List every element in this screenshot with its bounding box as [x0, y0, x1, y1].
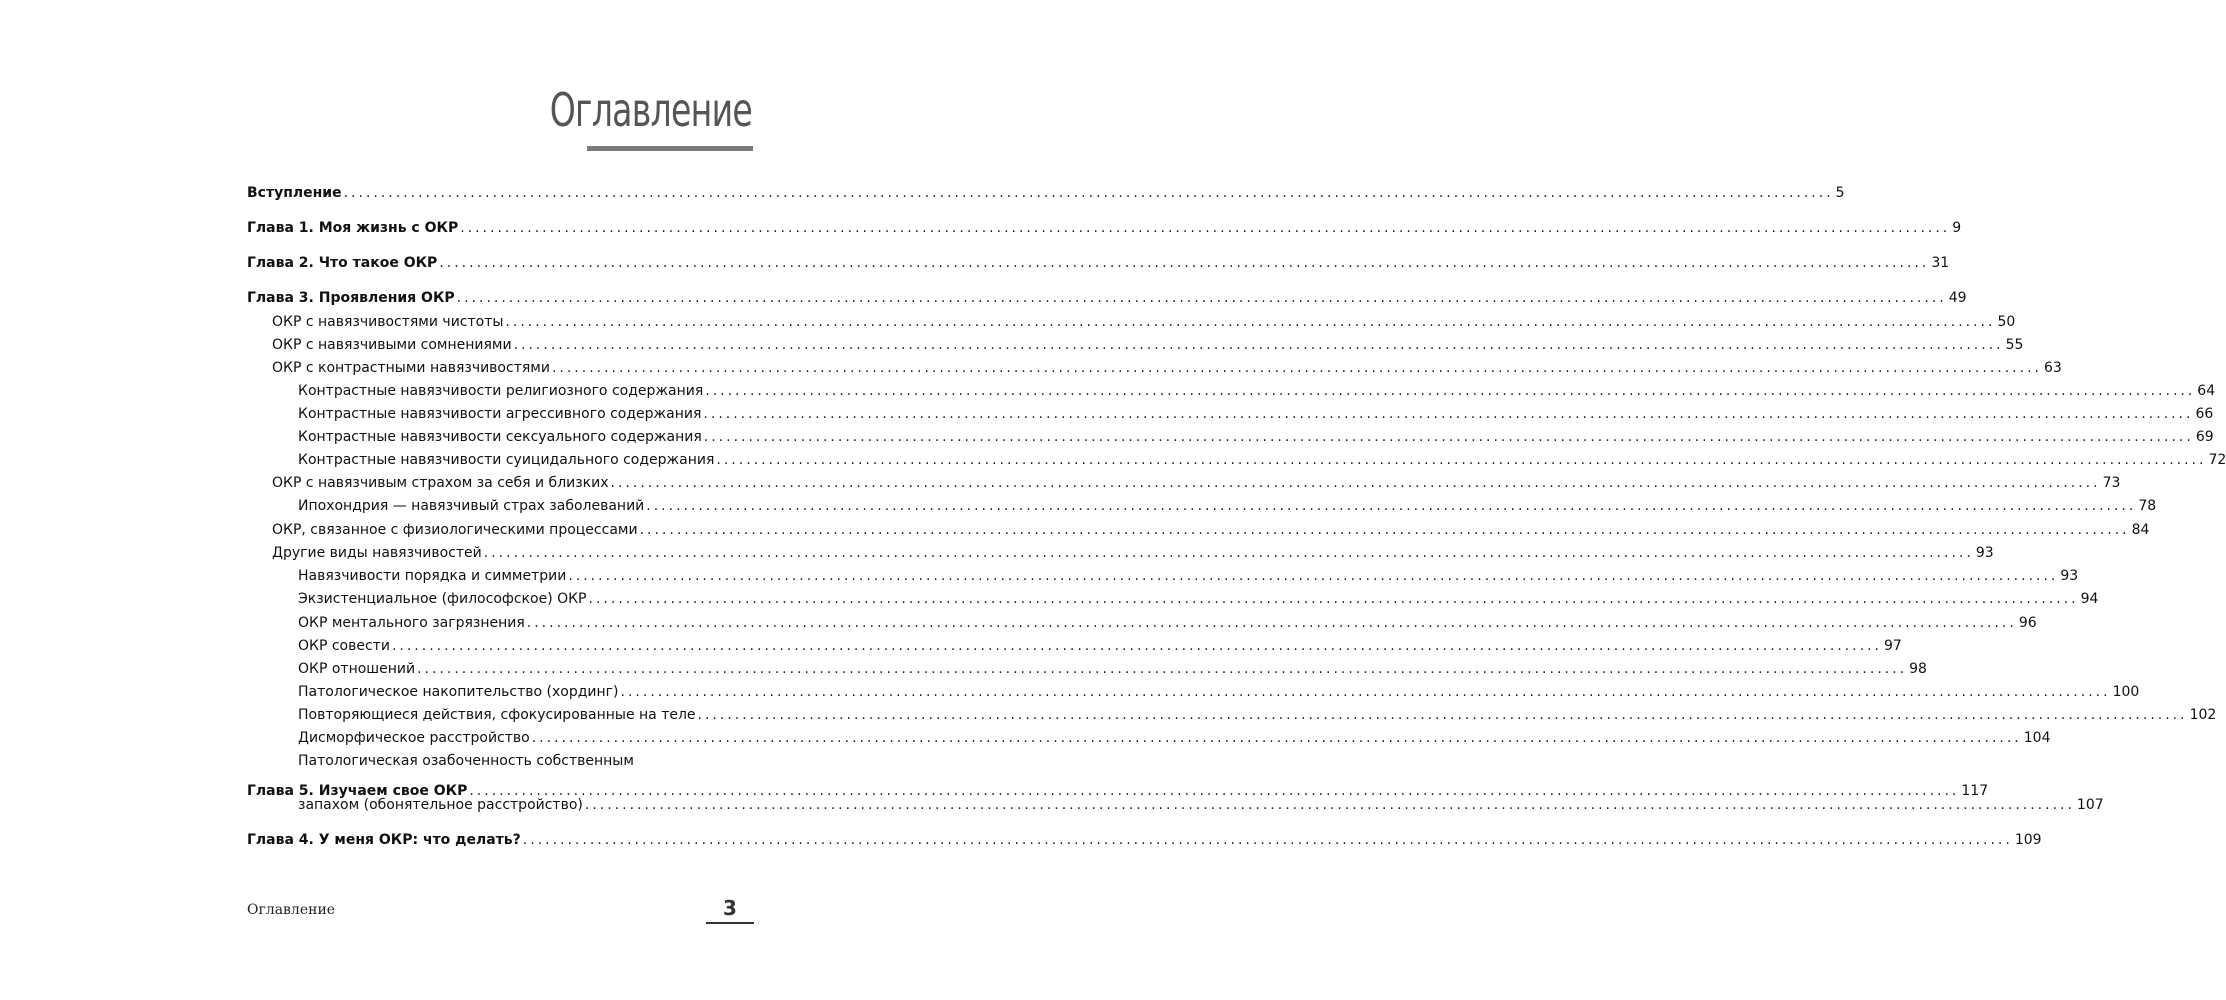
toc-entry-page: 100	[2112, 684, 2140, 700]
toc-entry-page: 31	[1931, 255, 1950, 271]
toc-entry[interactable]	[272, 332, 2024, 354]
dot-leader: ........................................................................................................................................................................................................	[551, 360, 2042, 376]
dot-leader: ........................................................................................................................................................................................................	[343, 185, 1834, 201]
page-number: 3	[723, 896, 737, 920]
toc-entry-page: 102	[2189, 707, 2217, 723]
toc-entry-label: Контрастные навязчивости агрессивного содержания	[298, 406, 702, 422]
dot-leader: ........................................................................................................................................................................................................	[505, 314, 1996, 330]
toc-entry-label: ОКР отношений	[298, 661, 416, 677]
toc-entry-label: Другие виды навязчивостей	[272, 545, 482, 561]
toc-entry[interactable]	[298, 447, 2226, 469]
dot-leader: ........................................................................................................................................................................................................	[456, 290, 1947, 306]
page-title: Оглавление	[549, 83, 752, 137]
toc-entry[interactable]	[298, 633, 1902, 655]
toc-entry-label: ОКР, связанное с физиологическими процессами	[272, 522, 638, 538]
toc-entry-label: Глава 4. У меня ОКР: что делать?	[247, 832, 521, 848]
toc-entry[interactable]	[298, 563, 2079, 585]
toc-entry[interactable]	[272, 470, 2121, 492]
toc-entry-page: 84	[2131, 522, 2150, 538]
toc-entry-page: 93	[2060, 568, 2079, 584]
dot-leader: ........................................................................................................................................................................................................	[703, 429, 2194, 445]
toc-entry-page: 64	[2197, 383, 2216, 399]
toc-entry-page: 78	[2138, 498, 2157, 514]
toc-entry[interactable]	[247, 250, 1950, 272]
toc-entry[interactable]	[247, 285, 1967, 307]
toc-entry[interactable]	[247, 180, 1845, 202]
toc-entry[interactable]	[272, 517, 2150, 539]
dot-leader: ........................................................................................................................................................................................................	[697, 707, 2188, 723]
dot-leader: ........................................................................................................................................................................................................	[646, 498, 2137, 514]
dot-leader: ........................................................................................................................................................................................................	[439, 255, 1930, 271]
toc-entry-page: 72	[2208, 452, 2226, 468]
toc-entry-label: ОКР с навязчивостями чистоты	[272, 314, 504, 330]
toc-entry-page: 5	[1835, 185, 1845, 201]
toc-entry[interactable]	[298, 656, 1927, 678]
dot-leader: ........................................................................................................................................................................................................	[526, 615, 2017, 631]
dot-leader: ........................................................................................................................................................................................................	[568, 568, 2059, 584]
toc-entry-label: ОКР с навязчивым страхом за себя и близких	[272, 475, 609, 491]
toc-entry-page: 66	[2195, 406, 2214, 422]
toc-entry-page: 9	[1952, 220, 1962, 236]
toc-entry-page: 49	[1948, 290, 1967, 306]
toc-entry-label: Дисморфическое расстройство	[298, 730, 530, 746]
dot-leader: ........................................................................................................................................................................................................	[588, 591, 2079, 607]
toc-entry-page: 109	[2014, 832, 2042, 848]
dot-leader: ........................................................................................................................................................................................................	[716, 452, 2207, 468]
toc-entry[interactable]	[298, 586, 2099, 608]
toc-entry[interactable]	[298, 702, 2217, 724]
toc-entry-label: Глава 1. Моя жизнь с ОКР	[247, 220, 459, 236]
toc-entry[interactable]	[298, 748, 753, 770]
running-footer-title: Оглавление	[247, 902, 336, 918]
toc-entry-page: 97	[1883, 638, 1902, 654]
toc-entry[interactable]	[298, 424, 2214, 446]
toc-entry-label: Глава 5. Изучаем свое ОКР	[247, 783, 468, 799]
toc-entry-page: 96	[2018, 615, 2037, 631]
toc-entry[interactable]	[298, 679, 2140, 701]
dot-leader: ........................................................................................................................................................................................................	[705, 383, 2196, 399]
dot-leader: ........................................................................................................................................................................................................	[610, 475, 2101, 491]
dot-leader: ........................................................................................................................................................................................................	[703, 406, 2194, 422]
toc-entry-label: Ипохондрия — навязчивый страх заболеваний	[298, 498, 645, 514]
toc-entry-page: 117	[1961, 783, 1989, 799]
toc-entry-label: Экзистенциальное (философское) ОКР	[298, 591, 587, 607]
toc-entry-label: Контрастные навязчивости сексуального содержания	[298, 429, 702, 445]
toc-entry-page: 69	[2195, 429, 2214, 445]
dot-leader: ........................................................................................................................................................................................................	[417, 661, 1908, 677]
dot-leader: ........................................................................................................................................................................................................	[531, 730, 2022, 746]
toc-entry-label: запахом (обонятельное расстройство)	[298, 797, 583, 813]
toc-entry-page: 55	[2005, 337, 2024, 353]
toc-entry-label: Навязчивости порядка и симметрии	[298, 568, 567, 584]
toc-entry-page: 93	[1975, 545, 1994, 561]
toc-entry[interactable]	[272, 355, 2062, 377]
toc-entry[interactable]	[272, 309, 2016, 331]
toc-entry[interactable]	[298, 610, 2037, 632]
toc-entry-page: 104	[2023, 730, 2051, 746]
toc-entry-label: ОКР с навязчивыми сомнениями	[272, 337, 512, 353]
toc-entry[interactable]	[298, 493, 2157, 515]
title-rule	[587, 146, 753, 151]
toc-entry[interactable]	[298, 725, 2051, 747]
toc-entry[interactable]	[298, 378, 2216, 400]
dot-leader: ........................................................................................................................................................................................................	[460, 220, 1951, 236]
dot-leader: ........................................................................................................................................................................................................	[469, 783, 1960, 799]
toc-entry-label: Глава 3. Проявления ОКР	[247, 290, 455, 306]
toc-entry-page: 63	[2043, 360, 2062, 376]
toc-entry-label: Повторяющиеся действия, сфокусированные на теле	[298, 707, 696, 723]
dot-leader: ........................................................................................................................................................................................................	[483, 545, 1974, 561]
dot-leader: ........................................................................................................................................................................................................	[391, 638, 1882, 654]
toc-entry[interactable]	[247, 827, 2042, 849]
dot-leader: ........................................................................................................................................................................................................	[584, 797, 2075, 813]
toc-entry[interactable]	[298, 401, 2214, 423]
toc-entry[interactable]	[247, 215, 1962, 237]
toc-entry-page: 94	[2080, 591, 2099, 607]
toc-entry-page: 73	[2102, 475, 2121, 491]
toc-entry-label: Контрастные навязчивости суицидального содержания	[298, 452, 715, 468]
toc-entry-label: ОКР совести	[298, 638, 390, 654]
toc-entry-label: Вступление	[247, 185, 342, 201]
toc-entry[interactable]	[272, 540, 1994, 562]
toc-entry-label: Патологическая озабоченность собственным	[298, 753, 634, 769]
dot-leader: ........................................................................................................................................................................................................	[513, 337, 2004, 353]
dot-leader: ........................................................................................................................................................................................................	[522, 832, 2013, 848]
toc-entry-label: Контрастные навязчивости религиозного содержания	[298, 383, 704, 399]
toc-entry-label: Патологическое накопительство (хординг)	[298, 684, 619, 700]
dot-leader: ........................................................................................................................................................................................................	[620, 684, 2111, 700]
toc-entry-page: 107	[2076, 797, 2104, 813]
toc-entry-page: 50	[1997, 314, 2016, 330]
toc-entry[interactable]	[247, 778, 1989, 800]
toc-entry-label: ОКР ментального загрязнения	[298, 615, 525, 631]
page-number-rule	[706, 922, 754, 924]
toc-entry-label: Глава 2. Что такое ОКР	[247, 255, 438, 271]
toc-entry-page: 98	[1909, 661, 1927, 677]
dot-leader: ........................................................................................................................................................................................................	[639, 522, 2130, 538]
toc-entry-label: ОКР с контрастными навязчивостями	[272, 360, 550, 376]
